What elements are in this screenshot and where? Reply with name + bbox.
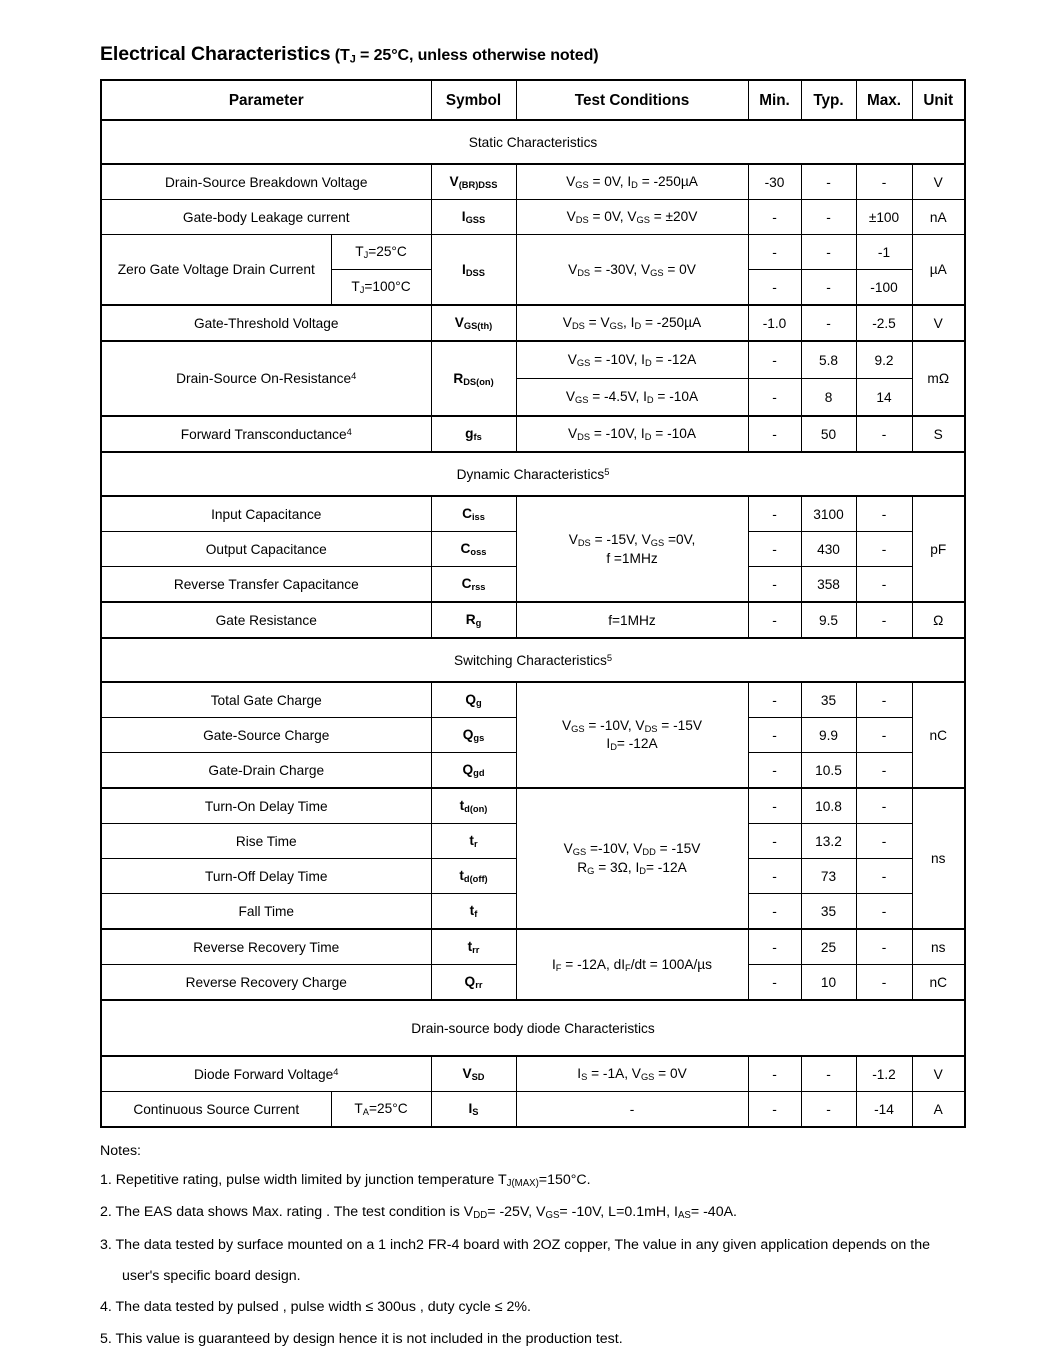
symbol-igss: $I_{GSS}$ [431, 200, 516, 235]
param-qrr: Reverse Recovery Charge [101, 965, 431, 1001]
max-vgsth: -2.5 [856, 305, 912, 341]
param-vgsth: Gate-Threshold Voltage [101, 305, 431, 341]
header-min: Min. [748, 80, 801, 120]
max-rdson-10v: 9.2 [856, 341, 912, 379]
table-row-tdon [101, 788, 965, 824]
min-qgs: - [748, 718, 801, 753]
cond-is: - [516, 1092, 748, 1128]
typ-coss: 430 [801, 532, 856, 567]
unit-vgsth: V [912, 305, 965, 341]
section-row-switching [101, 638, 965, 682]
max-tf: - [856, 894, 912, 930]
typ-idss-100c: - [801, 270, 856, 306]
min-vsd: - [748, 1056, 801, 1092]
unit-charge: nC [912, 682, 965, 788]
table-row-bvdss [101, 164, 965, 200]
unit-trr: ns [912, 929, 965, 965]
table-row-rg [101, 602, 965, 638]
table-row-vgsth [101, 305, 965, 341]
typ-is: - [801, 1092, 856, 1128]
max-qgs: - [856, 718, 912, 753]
min-qgd: - [748, 753, 801, 789]
typ-trr: 25 [801, 929, 856, 965]
symbol-rg: $R_g$ [431, 602, 516, 638]
param-tf: Fall Time [101, 894, 431, 930]
param-rdson: Drain-Source On-Resistance$^4$ [101, 341, 431, 416]
max-bvdss: - [856, 164, 912, 200]
typ-tdon: 10.8 [801, 788, 856, 824]
max-qg: - [856, 682, 912, 718]
min-qg: - [748, 682, 801, 718]
param-vsd: Diode Forward Voltage$^4$ [101, 1056, 431, 1092]
unit-is: A [912, 1092, 965, 1128]
table-row-rdson-10v [101, 341, 965, 379]
param-gfs: Forward Transconductance$^4$ [101, 416, 431, 452]
cond-vgsth: $V_{DS} = V_{GS}$, $I_D = -250\mu A$ [516, 305, 748, 341]
unit-capacitance: pF [912, 496, 965, 602]
symbol-tdoff: $t_{d(off)}$ [431, 859, 516, 894]
symbol-qgd: $Q_{gd}$ [431, 753, 516, 789]
table-row-trr [101, 929, 965, 965]
max-ciss: - [856, 496, 912, 532]
section-title-switching: Switching Characteristics$^5$ [101, 638, 965, 682]
max-igss: ±100 [856, 200, 912, 235]
typ-vgsth: - [801, 305, 856, 341]
param-tr: Rise Time [101, 824, 431, 859]
param-ciss: Input Capacitance [101, 496, 431, 532]
max-trr: - [856, 929, 912, 965]
max-gfs: - [856, 416, 912, 452]
param-qgs: Gate-Source Charge [101, 718, 431, 753]
symbol-tf: $t_f$ [431, 894, 516, 930]
page-title-condition: ($T_J = 25^\circ C$, unless otherwise noted) [330, 47, 599, 66]
min-qrr: - [748, 965, 801, 1001]
typ-rdson-10v: 5.8 [801, 341, 856, 379]
page-title [100, 44, 964, 66]
typ-vsd: - [801, 1056, 856, 1092]
typ-qrr: 10 [801, 965, 856, 1001]
cond-recovery-group: $I_F = -12A$, $dI_F/dt = 100A/\mu s$ [516, 929, 748, 1000]
note-item-3-cont: user's specific board design. [122, 1268, 301, 1285]
symbol-gfs: $g_{fs}$ [431, 416, 516, 452]
param-rg: Gate Resistance [101, 602, 431, 638]
min-rg: - [748, 602, 801, 638]
section-title-body-diode: Drain-source body diode Characteristics [101, 1000, 965, 1056]
header-unit: Unit [912, 80, 965, 120]
min-ciss: - [748, 496, 801, 532]
min-tr: - [748, 824, 801, 859]
note-item-3: 3. The data tested by surface mounted on a 1 inch2 FR-4 board with 2OZ copper, The value in any given application depends on the [100, 1237, 930, 1254]
page-title-main: Electrical Characteristics [100, 43, 331, 65]
min-gfs: - [748, 416, 801, 452]
symbol-qgs: $Q_{gs}$ [431, 718, 516, 753]
typ-rdson-45v: 8 [801, 379, 856, 417]
unit-idss: µA [912, 235, 965, 306]
symbol-coss: $C_{oss}$ [431, 532, 516, 567]
min-rdson-10v: - [748, 341, 801, 379]
table-row-idss-25c [101, 235, 965, 270]
cond-bvdss: $V_{GS} = 0V$, $I_D = -250\mu A$ [516, 164, 748, 200]
max-is: -14 [856, 1092, 912, 1128]
symbol-vsd: $V_{SD}$ [431, 1056, 516, 1092]
min-tdon: - [748, 788, 801, 824]
param-qg: Total Gate Charge [101, 682, 431, 718]
unit-rg: Ω [912, 602, 965, 638]
note-item-4: 4. The data tested by pulsed , pulse width ≤ 300us , duty cycle ≤ 2%. [100, 1299, 531, 1316]
param-trr: Reverse Recovery Time [101, 929, 431, 965]
max-coss: - [856, 532, 912, 567]
param-qgd: Gate-Drain Charge [101, 753, 431, 789]
min-vgsth: -1.0 [748, 305, 801, 341]
notes-heading: Notes: [100, 1143, 142, 1160]
cond-switching-group: $V_{GS} =-10V$, $V_{DD} = -15V$ $R_G = 3\Omega$, $I_D= -12A$ [516, 788, 748, 929]
typ-qgs: 9.9 [801, 718, 856, 753]
param-igss: Gate-body Leakage current [101, 200, 431, 235]
symbol-tdon: $t_{d(on)}$ [431, 788, 516, 824]
note-item-2: 2. The EAS data shows Max. rating . The test condition is $V_{DD}= -25V$, $V_{GS}= -10V$, L=0.1mH, $I_{AS}= -40A$. [100, 1204, 737, 1222]
max-vsd: -1.2 [856, 1056, 912, 1092]
max-crss: - [856, 567, 912, 603]
typ-igss: - [801, 200, 856, 235]
section-row-dynamic [101, 452, 965, 496]
cond-vsd: $I_S = -1A$, $V_{GS} = 0V$ [516, 1056, 748, 1092]
min-igss: - [748, 200, 801, 235]
unit-gfs: S [912, 416, 965, 452]
max-qrr: - [856, 965, 912, 1001]
typ-ciss: 3100 [801, 496, 856, 532]
symbol-is: $I_S$ [431, 1092, 516, 1128]
cond-charge-group: $V_{GS} = -10V$, $V_{DS} = -15V$ $I_D= -12A$ [516, 682, 748, 788]
header-test-conditions: Test Conditions [516, 80, 748, 120]
param-coss: Output Capacitance [101, 532, 431, 567]
max-qgd: - [856, 753, 912, 789]
max-rdson-45v: 14 [856, 379, 912, 417]
symbol-trr: $t_{rr}$ [431, 929, 516, 965]
table-row-qg [101, 682, 965, 718]
param-tdoff: Turn-Off Delay Time [101, 859, 431, 894]
typ-idss-25c: - [801, 235, 856, 270]
cond-idss: $V_{DS} = -30V$, $V_{GS} = 0V$ [516, 235, 748, 306]
min-tdoff: - [748, 859, 801, 894]
param-tdon: Turn-On Delay Time [101, 788, 431, 824]
typ-rg: 9.5 [801, 602, 856, 638]
min-idss-25c: - [748, 235, 801, 270]
param-idss: Zero Gate Voltage Drain Current [101, 235, 331, 306]
symbol-ciss: $C_{iss}$ [431, 496, 516, 532]
typ-tdoff: 73 [801, 859, 856, 894]
section-row-static [101, 120, 965, 164]
table-row-ciss [101, 496, 965, 532]
symbol-tr: $t_r$ [431, 824, 516, 859]
max-rg: - [856, 602, 912, 638]
notes-section [100, 1144, 964, 1346]
section-title-static: Static Characteristics [101, 120, 965, 164]
typ-qg: 35 [801, 682, 856, 718]
unit-qrr: nC [912, 965, 965, 1001]
symbol-idss: $I_{DSS}$ [431, 235, 516, 306]
table-header-row [101, 80, 965, 120]
min-rdson-45v: - [748, 379, 801, 417]
symbol-crss: $C_{rss}$ [431, 567, 516, 603]
cond-rg: f=1MHz [516, 602, 748, 638]
table-row-igss [101, 200, 965, 235]
header-symbol: Symbol [431, 80, 516, 120]
table-row-is [101, 1092, 965, 1128]
min-crss: - [748, 567, 801, 603]
unit-vsd: V [912, 1056, 965, 1092]
param-bvdss: Drain-Source Breakdown Voltage [101, 164, 431, 200]
header-parameter: Parameter [101, 80, 431, 120]
table-row-vsd [101, 1056, 965, 1092]
symbol-bvdss: $V_{(BR)DSS}$ [431, 164, 516, 200]
symbol-qrr: $Q_{rr}$ [431, 965, 516, 1001]
section-title-dynamic: Dynamic Characteristics$^5$ [101, 452, 965, 496]
section-row-body-diode [101, 1000, 965, 1056]
min-tf: - [748, 894, 801, 930]
symbol-rdson: $R_{DS(on)}$ [431, 341, 516, 416]
cond-rdson-10v: $V_{GS} = -10V$, $I_D = -12A$ [516, 341, 748, 379]
table-row-gfs [101, 416, 965, 452]
cond-igss: $V_{DS} = 0V$, $V_{GS} = \pm 20V$ [516, 200, 748, 235]
note-item-1: 1. Repetitive rating, pulse width limited by junction temperature $T_{J(MAX)}=150^\circ C$. [100, 1171, 591, 1189]
unit-switching: ns [912, 788, 965, 929]
cond-capacitance-group: $V_{DS} = -15V$, $V_{GS} =0V$, f =1MHz [516, 496, 748, 602]
header-max: Max. [856, 80, 912, 120]
min-idss-100c: - [748, 270, 801, 306]
unit-bvdss: V [912, 164, 965, 200]
typ-gfs: 50 [801, 416, 856, 452]
header-typ: Typ. [801, 80, 856, 120]
temp-idss-100c: $T_J=100^\circ C$ [331, 270, 431, 306]
typ-qgd: 10.5 [801, 753, 856, 789]
typ-crss: 358 [801, 567, 856, 603]
max-idss-100c: -100 [856, 270, 912, 306]
max-tdon: - [856, 788, 912, 824]
typ-tr: 13.2 [801, 824, 856, 859]
min-coss: - [748, 532, 801, 567]
temp-idss-25c: $T_J=25^\circ C$ [331, 235, 431, 270]
cond-rdson-45v: $V_{GS} = -4.5V$, $I_D = -10A$ [516, 379, 748, 417]
max-tr: - [856, 824, 912, 859]
max-tdoff: - [856, 859, 912, 894]
symbol-qg: $Q_g$ [431, 682, 516, 718]
min-trr: - [748, 929, 801, 965]
electrical-characteristics-table [100, 79, 966, 1128]
param-crss: Reverse Transfer Capacitance [101, 567, 431, 603]
unit-igss: nA [912, 200, 965, 235]
cond-gfs: $V_{DS} = -10V$, $I_D = -10A$ [516, 416, 748, 452]
typ-bvdss: - [801, 164, 856, 200]
max-idss-25c: -1 [856, 235, 912, 270]
min-bvdss: -30 [748, 164, 801, 200]
typ-tf: 35 [801, 894, 856, 930]
note-item-5: 5. This value is guaranteed by design hence it is not included in the production test. [100, 1330, 623, 1347]
temp-is: $T_A=25^\circ C$ [331, 1092, 431, 1128]
symbol-vgsth: $V_{GS(th)}$ [431, 305, 516, 341]
param-is: Continuous Source Current [101, 1092, 331, 1128]
unit-rdson: mΩ [912, 341, 965, 416]
min-is: - [748, 1092, 801, 1128]
